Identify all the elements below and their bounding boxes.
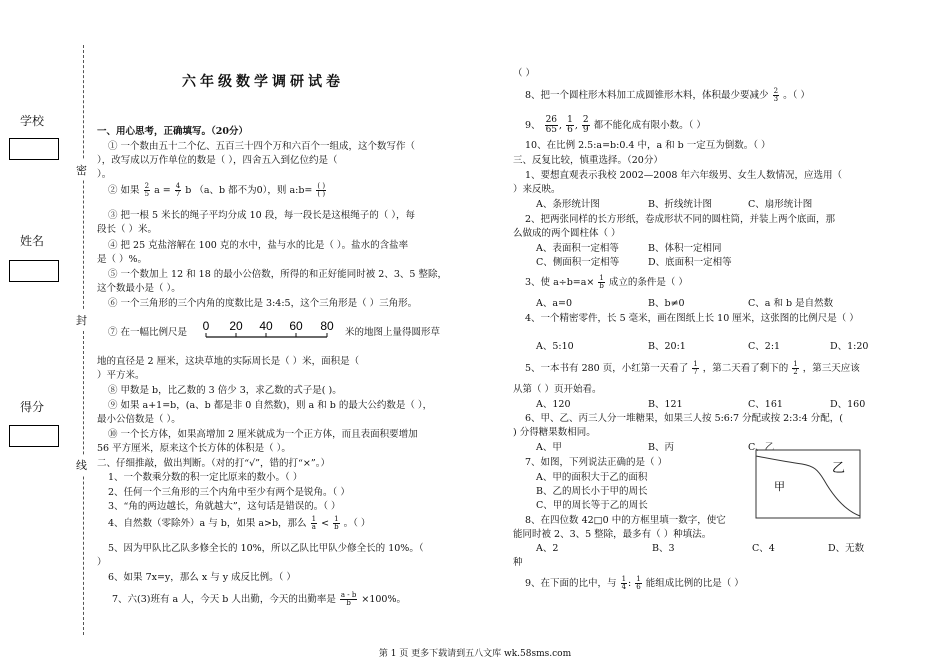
fraction-num: 2 (144, 182, 150, 190)
fraction-num: 1 (311, 515, 317, 523)
choice-q5-line2: 从第（ ）页开始看。 (513, 384, 602, 395)
scale-ruler (200, 320, 340, 342)
choice-q7-option-c[interactable]: C、甲的周长等于乙的周长 (536, 500, 648, 511)
fill-q7-line3: ）平方米。 (97, 370, 145, 381)
choice-q8-option-d[interactable]: D、无数 (828, 543, 865, 554)
choice-q7-option-a[interactable]: A、甲的面积大于乙的面积 (536, 472, 648, 483)
choice-q6-option-b[interactable]: B、丙 (648, 442, 674, 453)
choice-q2-option-d[interactable]: D、底面积一定相等 (648, 257, 732, 268)
name-label: 姓名 (20, 234, 45, 248)
choice-q3-option-a[interactable]: A、a=0 (536, 298, 573, 309)
fraction (545, 116, 558, 135)
fraction-den: 65 (545, 125, 558, 135)
choice-q8-line2: 能同时被 2、3、5 整除，最多有（ ）种填法。 (513, 529, 712, 540)
fraction-den: 6 (567, 125, 573, 135)
fraction (175, 183, 181, 198)
fill-q3-line2: 段长（ ）米。 (97, 224, 158, 235)
fraction (621, 576, 627, 591)
fill-q7-pre: ⑦ 在一幅比例尺是 (108, 327, 188, 338)
choice-q2-line1: 2、把两张同样的长方形纸，卷成形状不同的圆柱筒，并装上两个底面，那 (525, 214, 836, 225)
fraction-num: 2 (582, 115, 589, 125)
choice-q7-option-b[interactable]: B、乙的周长小于甲的周长 (536, 486, 648, 497)
fill-q5-line1: ⑤ 一个数加上 12 和 18 的最小公倍数，所得的和正好能同时被 2、3、5 整除， (108, 269, 447, 280)
exam-title: 六年级数学调研试卷 (182, 74, 344, 90)
judge-q9-num: 9、 (525, 120, 541, 131)
answer-fraction[interactable] (316, 183, 326, 198)
fraction-den: b (346, 599, 351, 607)
judge-q5-line2: ） (97, 557, 107, 568)
binding-line (83, 45, 84, 635)
name-field[interactable] (9, 260, 59, 282)
ruler-tick-label: 20 (229, 320, 243, 333)
fill-q9-line2: 最小公倍数是（ ）。 (97, 414, 181, 425)
judge-q10: 10、在比例 2.5:a=b:0.4 中，a 和 b 一定互为倒数。（ ） (525, 140, 771, 151)
fraction-den: 2 (793, 368, 798, 376)
fraction-den: b (599, 282, 604, 290)
fill-q2-mid: （a、b 都不为0），则 a:b= (194, 185, 313, 196)
choice-q5-text2: ，第二天看了剩下的 (702, 363, 789, 374)
choice-q2-option-c[interactable]: C、侧面积一定相等 (536, 257, 620, 268)
choice-q3-option-c[interactable]: C、a 和 b 是自然数 (748, 298, 834, 309)
choice-q1-line1: 1、要想直观表示我校 2002—2008 年六年级男、女生人数情况，应选用（ (525, 170, 842, 181)
fraction-num: a - b (340, 591, 357, 599)
choice-q4-option-d[interactable]: D、1:20 (830, 341, 869, 352)
fraction (582, 116, 590, 135)
fraction (566, 116, 574, 135)
page-footer: 第 1 页 更多下载请到五八文库 wk.58sms.com (378, 649, 572, 659)
fraction-num: 1 (793, 360, 798, 368)
fraction (144, 183, 150, 198)
fill-q7-post: 米的地图上量得圆形草 (345, 327, 441, 338)
fill-q4-line2: 是（ ）%。 (97, 254, 148, 265)
choice-q4-option-b[interactable]: B、20:1 (648, 341, 686, 352)
judge-q8-answer: 。（ ） (783, 90, 810, 101)
fraction (311, 516, 317, 531)
judge-q4-answer: 。（ ） (343, 518, 371, 529)
fill-q2-a: a = (154, 185, 171, 196)
fraction-num: 1 (599, 274, 604, 282)
fill-q10-line1: ⑩ 一个长方体，如果高增加 2 厘米就成为一个正方体，而且表面积要增加 (108, 429, 418, 440)
fraction-den: a (311, 523, 316, 531)
choice-q9: 9、在下面的比中，与 $\frac{1}{4}$ : $\frac{1}{6}$ 能组成比例的比是（ ） (525, 575, 744, 591)
fill-q3-line1: ③ 把一根 5 米长的绳子平均分成 10 段，每一段长是这根绳子的（ ），每 (108, 210, 416, 221)
judge-q4 (108, 516, 370, 531)
judge-q5-line1: 5、因为甲队比乙队多修全长的 10%，所以乙队比甲队少修全长的 10%。（ (108, 543, 424, 554)
judge-q9-text: 都不能化成有限小数。（ ） (593, 120, 706, 131)
choice-q4: 4、一个精密零件，长 5 毫米，画在图纸上长 10 厘米，这张图的比例尺是（ ） (525, 313, 859, 324)
fraction (773, 88, 779, 103)
fill-q5-line2: 这个数最小是（ ）。 (97, 283, 181, 294)
fraction-num: 1 (621, 575, 627, 583)
seal-char-mi: 密 (76, 160, 87, 180)
ruler-tick-label: 80 (320, 320, 334, 333)
section-1-heading: 一、用心思考，正确填写。（20分） (97, 126, 248, 137)
section-2-heading: 二、仔细推敲，做出判断。（对的打“√”，错的打“×”。） (97, 458, 330, 469)
judge-q9: 9、 $\frac{26}{65}$ , $\frac{1}{6}$ , $\frac{2}{9}$ 都不能化成有限小数。（ ） (525, 115, 706, 135)
choice-q4-option-a[interactable]: A、5:10 (536, 341, 574, 352)
fraction-num: 1 (636, 575, 641, 583)
fraction-den: 4 (621, 583, 627, 591)
fraction (792, 361, 798, 376)
fill-q2-b: b (185, 185, 192, 196)
judge-q6: 6、如果 7x=y，那么 x 与 y 成反比例。（ ） (108, 572, 296, 583)
fill-q1-line1: ① 一个数由五十二个亿、五百三十四个万和六百个一组成，这个数写作（ (108, 141, 416, 152)
less-than-sign: < (321, 518, 330, 529)
fraction-den: 7 (693, 368, 698, 376)
fraction-den: 5 (144, 190, 150, 198)
choice-q5-option-a[interactable]: A、120 (536, 399, 571, 410)
choice-q2-line2: 么做成的两个圆柱体（ ） (513, 228, 621, 239)
choice-q5-option-d[interactable]: D、160 (830, 399, 866, 410)
choice-q6-option-a[interactable]: A、甲 (536, 442, 562, 453)
fill-q4-line1: ④ 把 25 克盐溶解在 100 克的水中，盐与水的比是（ ）。盐水的含盐率 (108, 240, 409, 251)
choice-q3 (525, 275, 688, 290)
choice-q2-option-b[interactable]: B、体积一定相同 (648, 243, 722, 254)
choice-q1-line2: ）来反映。 (513, 184, 561, 195)
school-field[interactable] (9, 138, 59, 160)
ruler-tick-label: 0 (202, 320, 210, 333)
choice-q3-suffix: 成立的条件是（ ） (608, 277, 688, 288)
choice-q8-line1: 8、在四位数 42□0 中的方框里填一数字，使它 (525, 515, 726, 526)
choice-q1-option-b[interactable]: B、折线统计图 (648, 199, 712, 210)
choice-q8-option-c[interactable]: C、4 (752, 543, 775, 554)
figure-label-yi: 乙 (832, 461, 846, 476)
fraction-num: 1 (334, 515, 339, 523)
fraction-den: b (334, 523, 339, 531)
section-3-heading: 三、反复比较，慎重选择。（20分） (513, 155, 663, 166)
choice-q5-option-c[interactable]: C、161 (748, 399, 783, 410)
choice-q9-text: 9、在下面的比中，与 (525, 578, 617, 589)
judge-q4-text: 4、自然数（零除外）a 与 b，如果 a>b，那么 (108, 518, 307, 529)
judge-q1: 1、一个数乘分数的积一定比原来的数小。（ ） (108, 472, 303, 483)
fraction (598, 275, 604, 290)
judge-q7-suffix: ×100%。 (361, 594, 406, 605)
fill-q2-prefix: ② 如果 (108, 185, 140, 196)
fill-q9-line1: ⑨ 如果 a+1=b，(a、b 都是非 0 自然数)，则 a 和 b 的最大公约数是（ ）， (108, 400, 433, 411)
choice-q1-option-a[interactable]: A、条形统计图 (536, 199, 600, 210)
seal-char-feng: 封 (76, 310, 87, 330)
fill-q10-line2: 56 平方厘米，原来这个长方体的体积是（ ）。 (97, 443, 291, 454)
fraction-den: 6 (636, 583, 641, 591)
judge-q2: 2、任何一个三角形的三个内角中至少有两个是锐角。（ ） (108, 487, 350, 498)
fill-q8: ⑧ 甲数是 b，比乙数的 3 倍少 3，求乙数的式子是( )。 (108, 385, 342, 396)
choice-q1-option-c[interactable]: C、扇形统计图 (748, 199, 813, 210)
choice-q4-option-c[interactable]: C、2:1 (748, 341, 781, 352)
seal-char-xian: 线 (76, 455, 87, 475)
fraction-den: ( ) (317, 190, 326, 198)
choice-q6-line1: 6、甲、乙、丙三人分一堆糖果，如果三人按 5:6:7 分配或按 2:3:4 分配，( (525, 413, 843, 424)
figure-label-jia: 甲 (774, 480, 785, 493)
school-label: 学校 (20, 114, 45, 128)
choice-q6-option-c[interactable]: C、乙 (748, 442, 775, 453)
score-label: 得分 (20, 400, 45, 414)
fraction-den: 3 (773, 95, 779, 103)
choice-q2-option-a[interactable]: A、表面积一定相等 (536, 243, 619, 254)
fraction (692, 361, 698, 376)
ruler-tick-label: 40 (259, 320, 273, 333)
choice-q5-text3: ，第三天应该 (802, 363, 860, 374)
choice-q6-line2: ) 分得糖果数相同。 (513, 427, 596, 438)
judge-q8-text: 8、把一个圆柱形木料加工成圆锥形木料，体积最少要减少 (525, 90, 769, 101)
judge-q7 (112, 592, 406, 607)
choice-q8-option-a[interactable]: A、2 (536, 543, 559, 554)
choice-q3-option-b[interactable]: B、b≠0 (648, 298, 685, 309)
fraction-den: 9 (582, 125, 589, 135)
choice-q8-option-b[interactable]: B、3 (652, 543, 675, 554)
choice-q7: 7、如图，下列说法正确的是（ ） (525, 457, 668, 468)
fraction (635, 576, 641, 591)
fraction (340, 592, 357, 607)
fraction-num: 2 (773, 87, 779, 95)
choice-q5-text: 5、一本书有 280 页，小红第一天看了 (525, 363, 689, 374)
choice-q3-text: 3、使 a÷b=a× (525, 277, 595, 288)
choice-q9-suffix: 能组成比例的比是（ ） (645, 578, 744, 589)
fraction-num: ( ) (317, 182, 326, 190)
judge-q8 (525, 88, 810, 103)
fraction-num: 1 (693, 360, 698, 368)
ruler-tick-label: 60 (289, 320, 303, 333)
fraction-num: 4 (175, 182, 181, 190)
area-figure (752, 446, 862, 521)
choice-q5-option-b[interactable]: B、121 (648, 399, 683, 410)
fill-q1-line3: ）。 (97, 169, 112, 180)
fill-q2 (108, 183, 327, 198)
judge-q7-text: 7、六(3)班有 a 人，今天 b 人出勤，今天的出勤率是 (112, 594, 336, 605)
judge-q3: 3、“角的两边越长，角就越大”，这句话是错误的。（ ） (108, 501, 341, 512)
score-field[interactable] (9, 425, 59, 447)
choice-q8-wrap: 种 (513, 557, 523, 568)
fraction-num: 26 (545, 115, 558, 125)
judge-q7-answer: （ ） (513, 68, 536, 79)
fraction-num: 1 (567, 115, 573, 125)
choice-q5-line1 (525, 361, 860, 376)
fraction (333, 516, 339, 531)
fill-q6: ⑥ 一个三角形的三个内角的度数比是 3:4:5，这个三角形是（ ）三角形。 (108, 298, 418, 309)
fill-q1-line2: ），改写成以万作单位的数是（ ），四舍五入到亿位约是（ (97, 155, 338, 166)
fraction-den: 7 (175, 190, 181, 198)
fill-q7-line2: 地的直径是 2 厘米，这块草地的实际周长是（ ）米，面积是（ (97, 356, 360, 367)
